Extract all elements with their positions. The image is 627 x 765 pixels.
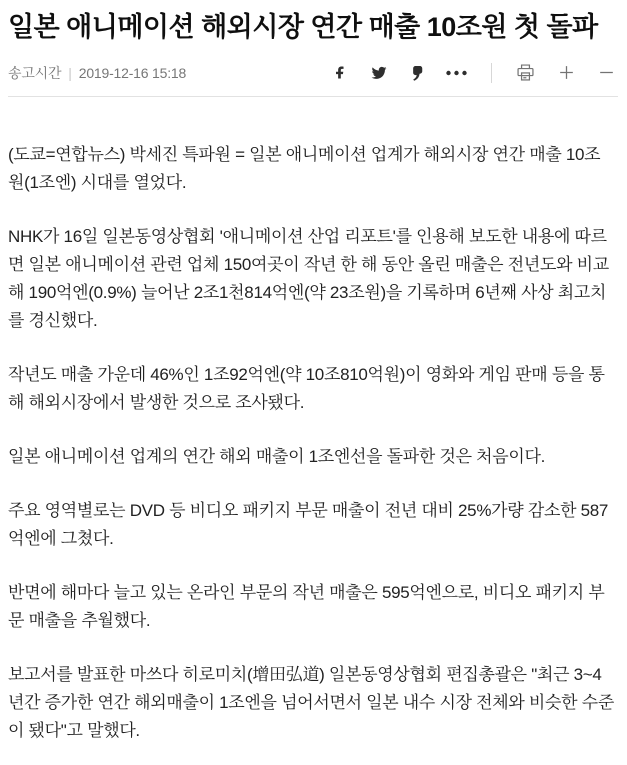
more-options-icon bbox=[445, 65, 468, 81]
article-paragraph: 반면에 해마다 늘고 있는 온라인 부문의 작년 매출은 595억엔으로, 비디오 패키지 부문 매출을 추월했다. bbox=[8, 583, 605, 631]
print-button[interactable] bbox=[515, 62, 536, 83]
kakaostory-icon bbox=[410, 64, 424, 82]
more-share-button[interactable] bbox=[445, 65, 468, 81]
twitter-icon bbox=[369, 64, 389, 81]
publish-time-value: 2019-12-16 15:18 bbox=[78, 64, 187, 81]
toolbar-divider bbox=[491, 63, 492, 83]
publish-time-label: 송고시간 bbox=[8, 64, 62, 81]
font-enlarge-button[interactable] bbox=[557, 63, 576, 82]
publish-time bbox=[8, 63, 186, 83]
article-body bbox=[8, 141, 618, 745]
article-header bbox=[8, 10, 618, 96]
header-divider bbox=[8, 96, 618, 97]
font-reduce-icon bbox=[597, 63, 616, 82]
article-paragraph: 주요 영역별로는 DVD 등 비디오 패키지 부문 매출이 전년 대비 25%가량 감소한 587억엔에 그쳤다. bbox=[8, 501, 609, 549]
article-paragraph: NHK가 16일 일본동영상협회 '애니메이션 산업 리포트'를 인용해 보도한 내용에 따르면 일본 애니메이션 관련 업체 150여곳이 작년 한 해 동안 올린 매출은 전년도와 비교해 190억엔(0.9%) 늘어난 2조1천814억엔(약 23조원)을 기록하며 6년째 사상 최고치를 경신했다. bbox=[8, 227, 609, 331]
article-paragraph: 작년도 매출 가운데 46%인 1조92억엔(약 10조810억원)이 영화와 게임 판매 등을 통해 해외시장에서 발생한 것으로 조사됐다. bbox=[8, 365, 605, 413]
article-paragraph: 보고서를 발표한 마쓰다 히로미치(增田弘道) 일본동영상협회 편집총괄은 "최근 3~4년간 증가한 연간 해외매출이 1조엔을 넘어서면서 일본 내수 시장 전체와 비슷한 수준이 됐다"고 말했다. bbox=[8, 665, 614, 741]
font-enlarge-icon bbox=[557, 63, 576, 82]
facebook-share-button[interactable] bbox=[332, 64, 348, 81]
meta-row bbox=[8, 62, 618, 96]
article-paragraph: 일본 애니메이션 업계의 연간 해외 매출이 1조엔선을 돌파한 것은 처음이다. bbox=[8, 447, 546, 467]
article-title: 일본 애니메이션 해외시장 연간 매출 10조원 첫 돌파 bbox=[8, 12, 598, 42]
kakaostory-share-button[interactable] bbox=[410, 64, 424, 82]
twitter-share-button[interactable] bbox=[369, 64, 389, 81]
print-icon bbox=[515, 62, 536, 83]
facebook-icon bbox=[332, 64, 348, 81]
font-reduce-button[interactable] bbox=[597, 63, 616, 82]
article-paragraph: (도쿄=연합뉴스) 박세진 특파원 = 일본 애니메이션 업계가 해외시장 연간 매출 10조원(1조엔) 시대를 열었다. bbox=[8, 145, 601, 193]
share-toolbar bbox=[332, 62, 616, 83]
meta-separator: | bbox=[68, 64, 72, 81]
